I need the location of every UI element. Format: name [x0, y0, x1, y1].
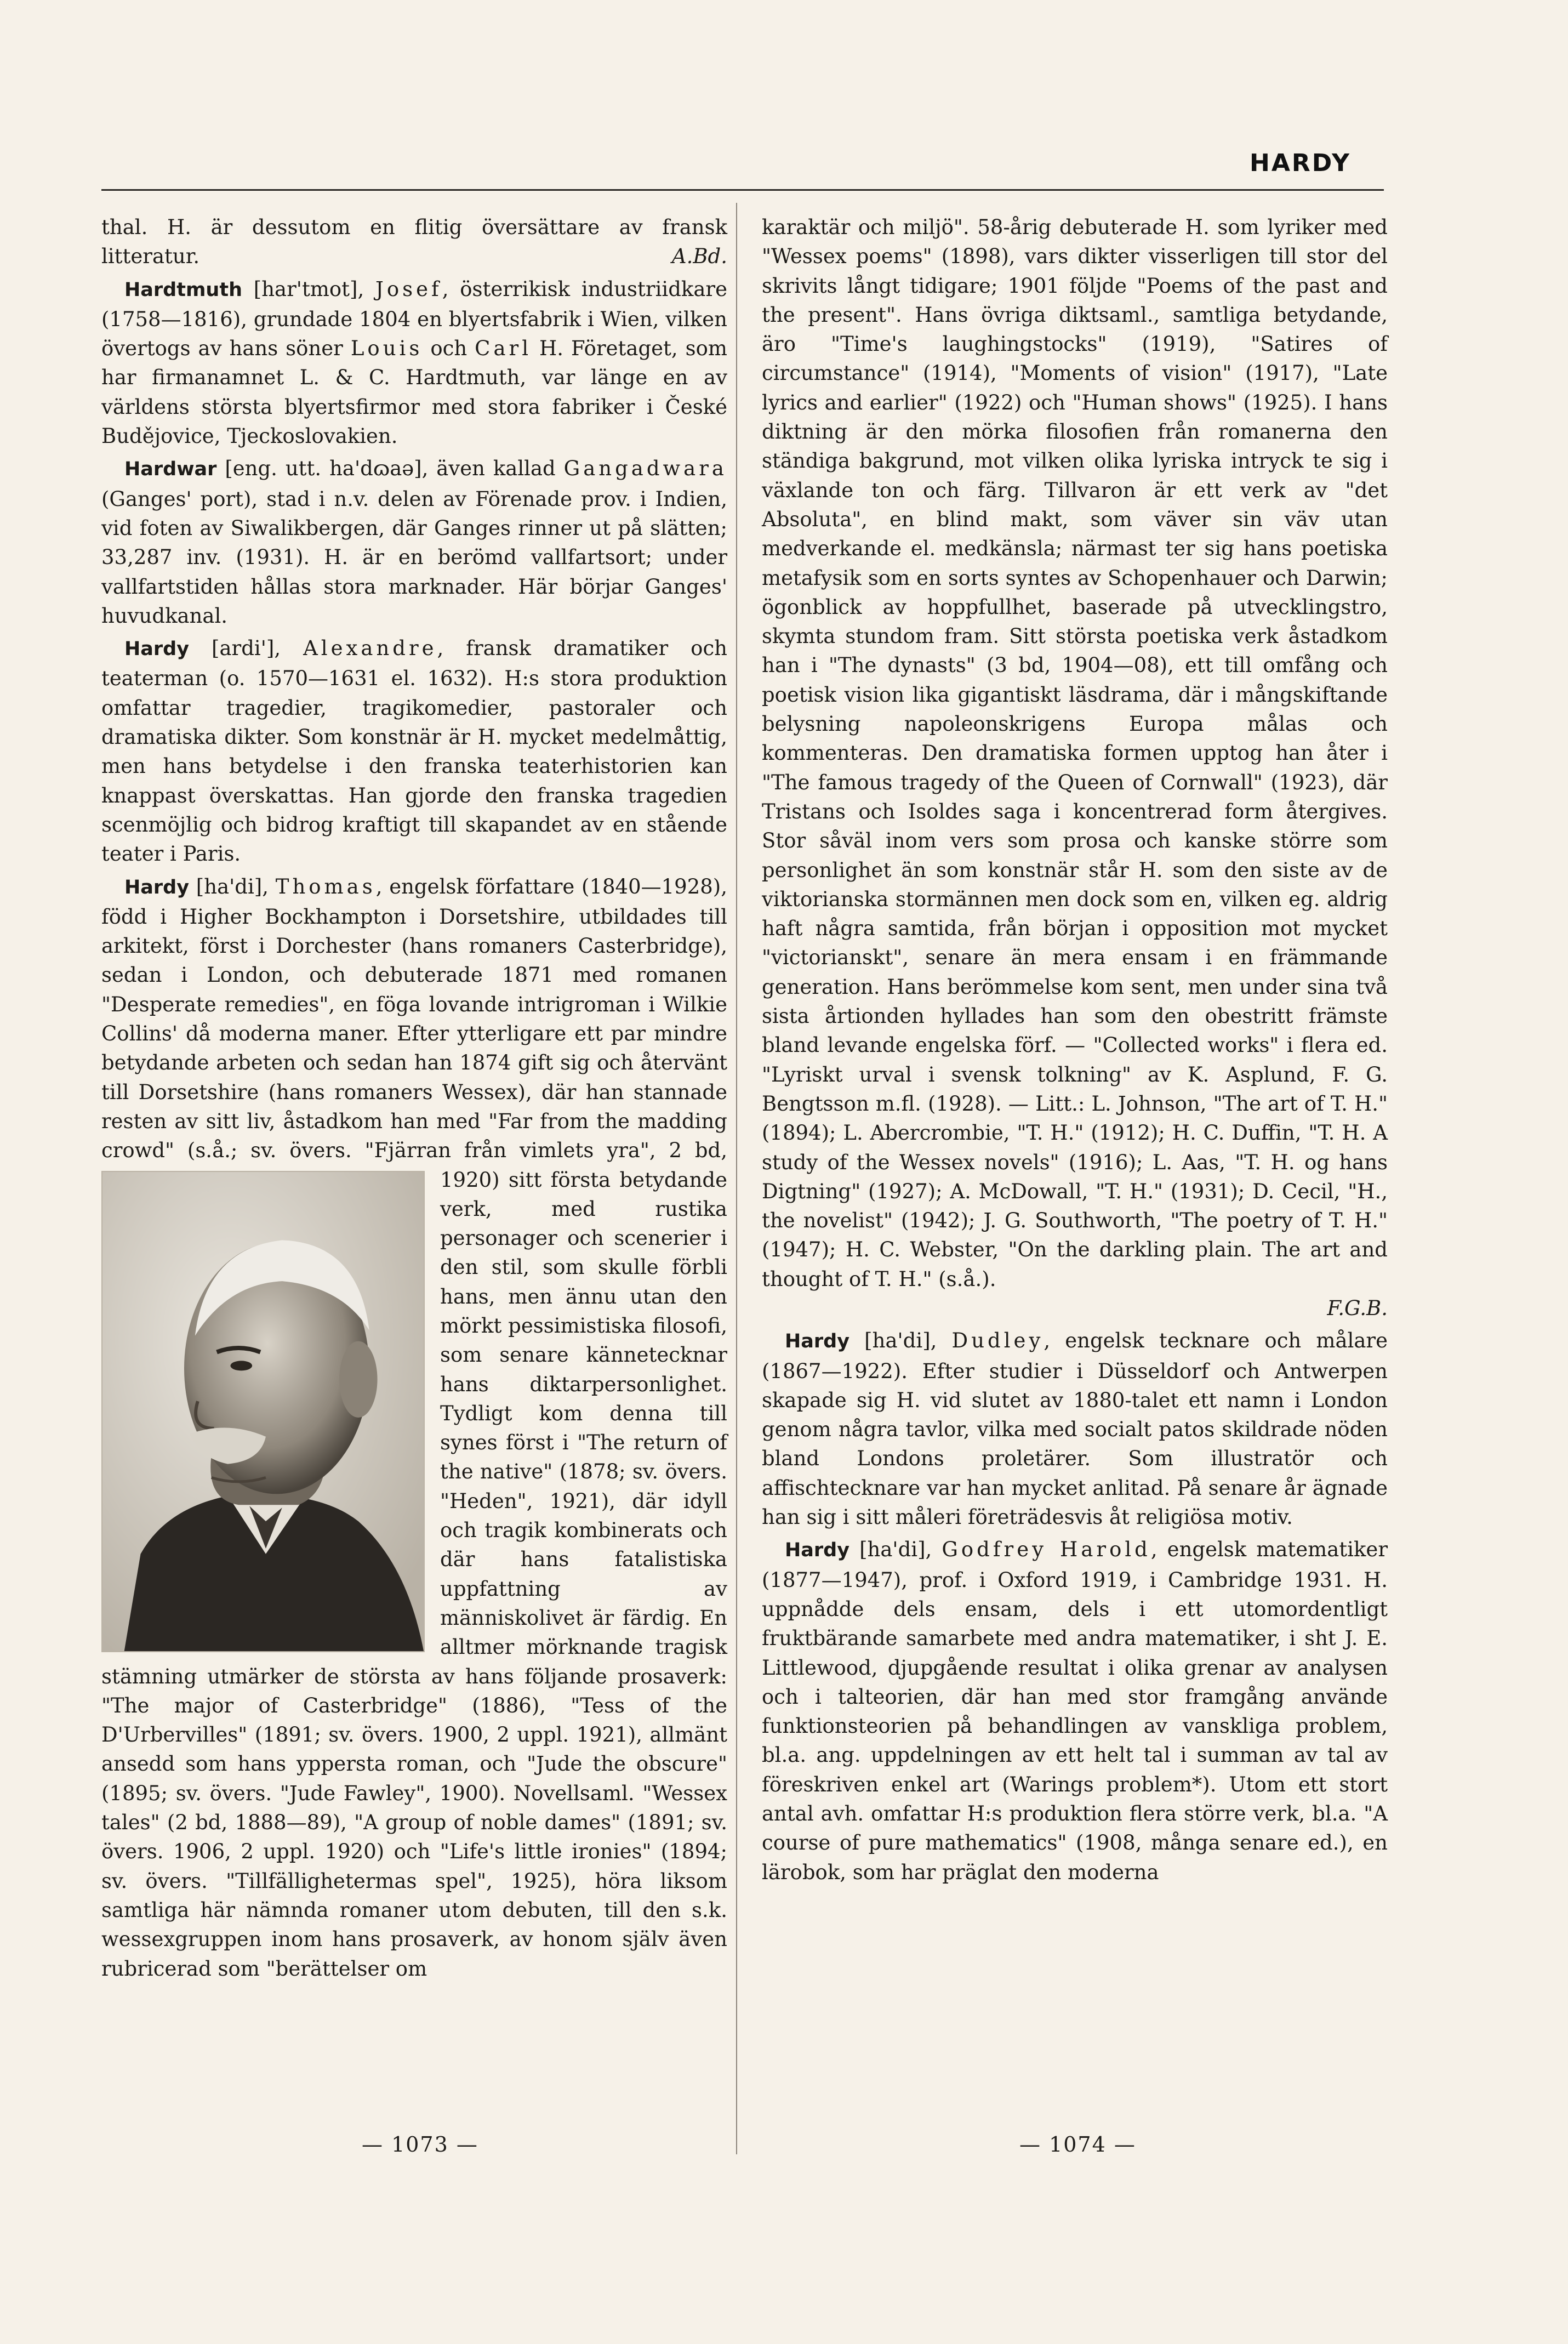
- pronunciation: [har'tmot],: [242, 277, 375, 301]
- pronunciation: [ha'di],: [849, 1329, 952, 1353]
- continuation-paragraph: [762, 213, 1388, 1323]
- headword: Hardwar: [124, 458, 217, 481]
- given-name: Godfrey Harold: [942, 1538, 1151, 1562]
- body-text: , österrikisk industriidkare (1758—1816), grundade 1804 en blyertsfabrik i Wien, vilken övertogs av hans söner: [101, 277, 727, 361]
- body-text: 2 bd, 1920) sitt första betydande verk, med rustika personager och scenerier i den stil, som skulle förbli hans, men ännu utan den mörkt pessimistiska filosofi, som senare kännetecknar hans diktarpersonlighet. Tydligt kom denna till synes först i "The return of the native" (1878; sv. övers. "Heden", 1921), där idyll och tragik kombinerats och där hans fatalistiska uppfattning av människolivet är färdig. En alltmer mörknande tragisk stämning utmärker de största av hans följande prosaverk: "The major of Casterbridge" (1886), "Tess of the D'Urbervilles" (1891; sv. övers. 1900, 2 uppl. 1921), allmänt ansedd som hans yppersta roman, och "Jude the obscure" (1895; sv. övers. "Jude Fawley", 1900). Novellsaml. "Wessex tales" (2 bd, 1888—89), "A group of noble dames" (1891; sv. övers. 1906, 2 uppl. 1920) och "Life's little ironies" (1894; sv. övers. "Tillfällighetermas spel", 1925), höra liksom samtliga här nämnda romaner utom debuten, till den s.k. wessexgruppen inom hans prosaverk, av honom själv även rubricerad som "berättelser om: [101, 1139, 727, 1981]
- author-signature: A.Bd.: [671, 244, 727, 269]
- given-name: Louis: [350, 337, 423, 361]
- page-number-left: — 1073 —: [362, 2132, 478, 2157]
- body-text: , fransk dramatiker och teaterman (o. 1570—1631 el. 1632). H:s stora produktion omfattar tragedier, tragikomedier, pastoraler och dramatiska dikter. Som konstnär är H. mycket medelmåttig, men hans betydelse i den franska teaterhistorien kan knappast överskattas. Han gjorde den franska tragedien scenmöjlig och bidrog kraftigt till skapandet av en stående teater i Paris.: [101, 636, 727, 866]
- body-text: (Ganges' port), stad i n.v. delen av Förenade prov. i Indien, vid foten av Siwalikbergen, där Ganges rinner ut på slätten; 33,287 inv. (1931). H. är en berömd vallfartsort; under vallfartstiden hållas stora marknader. Här börjar Ganges' huvudkanal.: [101, 487, 727, 628]
- body-text: karaktär och miljö". 58-årig debuterade H. som lyriker med "Wessex poems" (1898), vars dikter visserligen till stor del skrivits långt tidigare; 1901 följde "Poems of the past and the present". Hans övriga diktsaml., samtliga betydande, äro "Time's laughingstocks" (1919), "Satires of circumstance" (1914), "Moments of vision" (1917), "Late lyrics and earlier" (1922) och "Human shows" (1925). I hans diktning är den mörka filosofien från romanerna den ständiga bakgrund, mot vilken olika lyriska intryck te sig i växlande ton och färg. Tillvaron är ett verk av "det Absoluta", en blind makt, som väver sin väv utan medverkande el. medkänsla; närmast ter sig hans poetiska metafysik som en sorts syntes av Schopenhauer och Darwin; ögonblick av hoppfullhet, baserade på utvecklingstro, skymta stundom fram. Sitt största poetiska verk åstadkom han i "The dynasts" (3 bd, 1904—08), ett till omfång och poetisk vision lika gigantiskt läsdrama, där i mångskiftande belysning napoleonskrigens Europa målas och kommenteras. Den dramatiska formen upptog han åter i "The famous tragedy of the Queen of Cornwall" (1923), där Tristans och Isoldes saga i koncentrerad form återgives. Stor såväl inom vers som prosa och kanske större som personlighet än som konstnär står H. som den siste av de viktorianska stormännen men dock som en, vilken eg. aldrig haft några samtida, från början i opposition mot mycket "victorianskt", senare än mera ensam i en främmande generation. Hans berömmelse kom sent, men under sina två sista årtionden hyllades han som den obestritt främste bland levande engelska förf. — "Collected works" i flera ed. "Lyriskt urval i svensk tolkning" av K. Asplund, F. G. Bengtsson m.fl. (1928). — Litt.: L. Johnson, "The art of T. H." (1894); L. Abercrombie, "T. H." (1912); H. C. Duffin, "T. H. A study of the Wessex novels" (1916); L. Aas, "T. H. og hans Digtning" (1927); A. McDowall, "T. H." (1931); D. Cecil, "H., the novelist" (1942); J. G. Southworth, "The poetry of T. H." (1947); H. C. Webster, "On the darkling plain. The art and thought of T. H." (s.å.).: [762, 215, 1388, 1291]
- continuation-paragraph: [101, 213, 727, 271]
- entry-hardy-thomas: [101, 872, 727, 1983]
- body-text: H. Företaget, som har firmanamnet L. & C. Hardtmuth, var länge en av världens största blyertsfirmor med stora fabriker i České Budějovice, Tjeckoslovakien.: [101, 337, 727, 448]
- body-text: , engelsk matematiker (1877—1947), prof. i Oxford 1919, i Cambridge 1931. H. uppnådde dels ensam, dels i ett utomordentligt fruktbärande samarbete med andra matematiker, i sht J. E. Littlewood, djupgående resultat i olika grenar av analysen och i talteorien, där han med stor framgång använde funktionsteorien på behandlingen av vanskliga problem, bl.a. ang. uppdelningen av ett helt tal i summan av tal av föreskriven enkel art (Warings problem*). Utom ett stort antal avh. omfattar H:s produktion flera större verk, bl.a. "A course of pure mathematics" (1908, många senare ed.), en lärobok, som har präglat den moderna: [762, 1538, 1388, 1884]
- body-text: thal. H. är dessutom en flitig översättare av fransk litteratur.: [101, 215, 727, 269]
- pronunciation: [ha'di],: [189, 874, 276, 898]
- given-name: Thomas: [275, 874, 376, 898]
- headword: Hardy: [124, 638, 190, 661]
- portrait-photo: [101, 1171, 425, 1652]
- column-divider: [736, 203, 737, 2154]
- left-column: [101, 213, 727, 1987]
- given-name: Alexandre: [303, 636, 437, 661]
- pronunciation: [ha'di],: [849, 1538, 942, 1562]
- body-text: , engelsk tecknare och målare (1867—1922). Efter studier i Düsseldorf och Antwerpen skapade sig H. vid slutet av 1880-talet ett namn i London genom några tavlor, vilka med socialt patos skildrade nöden bland Londons proletärer. Som illustratör och affischtecknare var han mycket anlitad. På senare år ägnade han sig i sitt måleri företrädesvis åt religiösa motiv.: [762, 1329, 1388, 1529]
- page-number-right: — 1074 —: [1019, 2132, 1136, 2157]
- entry-hardy-alexandre: [101, 634, 727, 868]
- right-column: [762, 213, 1388, 1890]
- given-name: Carl: [475, 337, 532, 361]
- body-text: och: [423, 337, 475, 361]
- entry-hardy-godfrey: [762, 1535, 1388, 1887]
- pronunciation: [eng. utt. ha'dɷaə], även kallad: [216, 457, 564, 481]
- given-name: Dudley: [951, 1329, 1044, 1353]
- entry-hardtmuth: [101, 275, 727, 451]
- headword: Hardtmuth: [124, 278, 242, 301]
- entry-hardy-dudley: [762, 1326, 1388, 1532]
- author-signature: F.G.B.: [1327, 1296, 1388, 1320]
- headword: Hardy: [785, 1539, 850, 1562]
- alt-name: Gangadwara: [563, 457, 727, 481]
- entry-hardwar: [101, 454, 727, 630]
- running-head: HARDY: [1250, 149, 1351, 177]
- body-text: , engelsk författare (1840—1928), född i Higher Bockhampton i Dorsetshire, utbildades till arkitekt, först i Dorchester (hans romaners Casterbridge), sedan i London, och debuterade 1871 med romanen "Desperate remedies", en föga lovande intrigroman i Wilkie Collins' då moderna maner. Efter ytterligare ett par mindre betydande arbeten och sedan han 1874 gift sig och återvänt till Dorsetshire (hans romaners Wessex), där han stannade resten av sitt liv, åstadkom han med "Far from the madding crowd" (s.å.; sv. övers. "Fjärran från vimlets yra",: [101, 874, 727, 1163]
- headword: Hardy: [124, 876, 190, 898]
- portrait-illustration: [102, 1172, 424, 1651]
- headword: Hardy: [785, 1330, 850, 1353]
- given-name: Josef: [375, 277, 442, 301]
- header-rule: [101, 189, 1384, 191]
- pronunciation: [ardi'],: [189, 636, 304, 661]
